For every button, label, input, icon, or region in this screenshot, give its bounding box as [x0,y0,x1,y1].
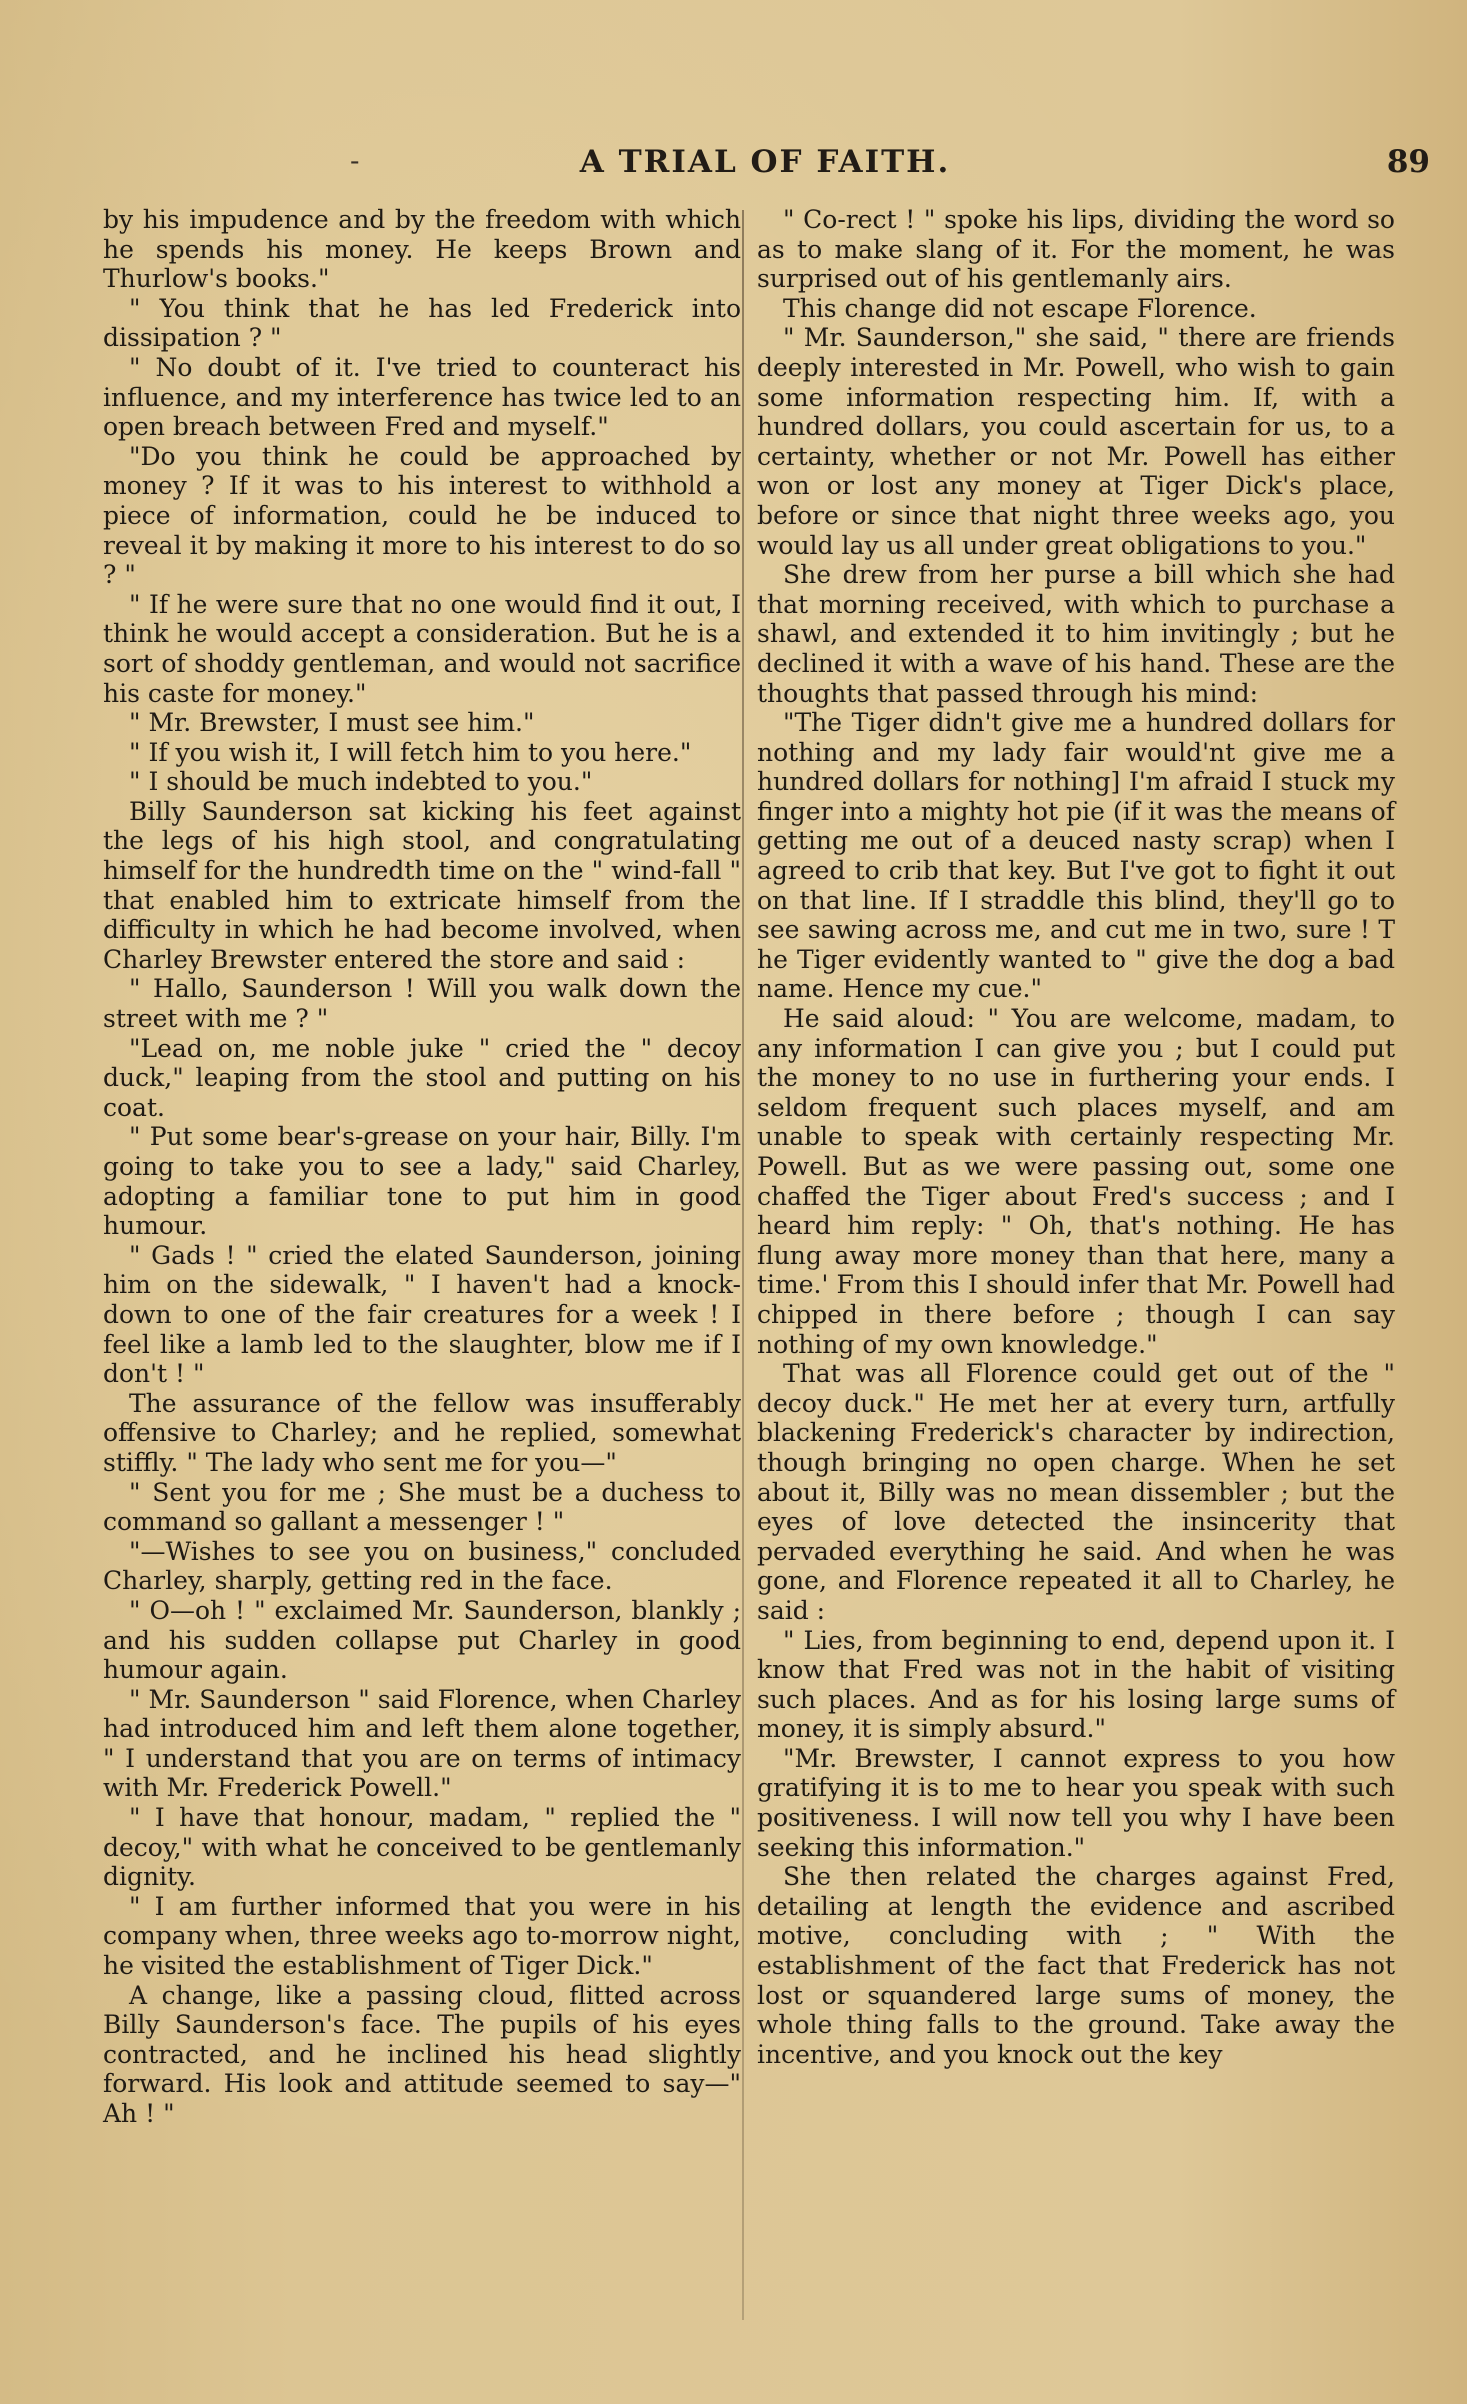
running-title: A TRIAL OF FAITH. [579,144,951,180]
paragraph: "Mr. Brewster, I cannot express to you how gratifying it is to me to hear you speak with such positiveness. I will now tell you why I have been seeking this information." [757,1743,1395,1862]
paragraph: She drew from her purse a bill which she had that morning received, with which to purchase a shawl, and extended it to him invitingly ; but he declined it with a wave of his hand. These are the thoughts that passed through his mind: [757,560,1395,708]
paragraph: He said aloud: " You are welcome, madam, to any information I can give you ; but I could put the money to no use in furthering your ends. I seldom frequent such places myself, and am unable to speak with certainly respecting Mr. Powell. But as we were passing out, some one chaffed the Tiger about Fred's success ; and I heard him reply: " Oh, that's nothing. He has flung away more money than that here, many a time.' From this I should infer that Mr. Powell had chipped in there before ; though I can say nothing of my own knowledge." [757,1004,1395,1359]
paragraph: The assurance of the fellow was insufferably offensive to Charley; and he replied, somewhat stiffly. " The lady who sent me for you—" [103,1388,741,1477]
paragraph: This change did not escape Florence. [783,293,1257,323]
paragraph: " Gads ! " cried the elated Saunderson, joining him on the sidewalk, " I haven't had a knock-down to one of the fair creatures for a week ! I feel like a lamb led to the slaughter, blow me if I don't ! " [103,1240,741,1389]
header-dash: - [350,144,360,177]
paragraph: That was all Florence could get out of the " decoy duck." He met her at every turn, artfully blackening Frederick's character by indirection, though bringing no open charge. When he set about it, Billy was no mean dissembler ; but the eyes of love detected the insincerity that pervaded everything he said. And when he was gone, and Florence repeated it all to Charley, he said : [757,1359,1395,1625]
paragraph: " I am further informed that you were in his company when, three weeks ago to-morrow night, he visited the establishment of Tiger Dick." [103,1891,741,1981]
paragraph: " O—oh ! " exclaimed Mr. Saunderson, blankly ; and his sudden collapse put Charley in good humour again. [103,1595,741,1685]
paragraph: "Lead on, me noble juke " cried the " decoy duck," leaping from the stool and putting on his coat. [103,1033,741,1122]
paragraph: " Lies, from beginning to end, depend upon it. I know that Fred was not in the habit of visiting such places. And as for his losing large sums of money, it is simply absurd." [757,1625,1395,1744]
paragraph: " Mr. Saunderson," she said, " there are friends deeply interested in Mr. Powell, who wish to gain some information respecting him. If, with a hundred dollars, you could ascertain for us, to a certainty, whether or not Mr. Powell has either won or lost any money at Tiger Dick's place, before or since that night three weeks ago, you would lay us all under great obligations to you." [757,323,1395,560]
paragraph: " Sent you for me ; She must be a duchess to command so gallant a messenger ! " [103,1477,741,1537]
paragraph: "Do you think he could be approached by money ? If it was to his interest to withhold a piece of information, could he be induced to reveal it by making it more to his interest to do so ? " [103,441,741,590]
paragraph: " Put some bear's-grease on your hair, Billy. I'm going to take you to see a lady," said Charley, adopting a familiar tone to put him in good humour. [103,1122,741,1241]
paragraph: " I have that honour, madam, " replied the " decoy," with what he conceived to be gentlemanly dignity. [103,1803,741,1892]
paragraph: She then related the charges against Fred, detailing at length the evidence and ascribed motive, concluding with ; " With the establishment of the fact that Frederick has not lost or squandered large sums of money, the whole thing falls to the ground. Take away the incentive, and you knock out the key [757,1862,1395,2069]
paragraph: " Mr. Brewster, I must see him." [129,708,535,738]
paragraph: A change, like a passing cloud, flitted across Billy Saunderson's face. The pupils of his eyes contracted, and he inclined his head slightly forward. His look and attitude seemed to say—" Ah ! " [103,1980,741,2128]
paragraph: " If you wish it, I will fetch him to you here." [129,737,692,767]
paragraph: " You think that he has led Frederick into dissipation ? " [103,293,741,353]
paragraph: by his impudence and by the freedom with which he spends his money. He keeps Brown and Thurlow's books." [103,205,741,294]
column-divider [742,210,744,2320]
page-number: 89 [1386,144,1430,180]
running-header [100,140,1430,196]
paragraph: Billy Saunderson sat kicking his feet against the legs of his high stool, and congratulating himself for the hundredth time on the " wind-fall " that enabled him to extricate himself from the difficulty in which he had become involved, when Charley Brewster entered the store and said : [103,796,741,974]
paragraph: " Co-rect ! " spoke his lips, dividing the word so as to make slang of it. For the moment, he was surprised out of his gentlemanly airs. [757,205,1395,294]
paragraph: " I should be much indebted to you." [129,767,593,797]
paragraph: "The Tiger didn't give me a hundred dollars for nothing and my lady fair would'nt give me a hundred dollars for nothing] I'm afraid I stuck my finger into a mighty hot pie (if it was the means of getting me out of a deuced nasty scrap) when I agreed to crib that key. But I've got to fight it out on that line. If I straddle this blind, they'll go to see sawing across me, and cut me in two, sure ! T he Tiger evidently wanted to " give the dog a bad name. Hence my cue." [757,708,1395,1004]
paragraph: "—Wishes to see you on business," concluded Charley, sharply, getting red in the face. [103,1536,741,1596]
paragraph: " Hallo, Saunderson ! Will you walk down the street with me ? " [103,974,741,1034]
paragraph: " If he were sure that no one would find it out, I think he would accept a consideration. But he is a sort of shoddy gentleman, and would not sacrifice his caste for money." [103,589,741,708]
left-column [103,205,741,2129]
right-column [757,205,1395,2069]
paragraph: " No doubt of it. I've tried to counteract his influence, and my interference has twice led to an open breach between Fred and myself." [103,352,741,442]
paragraph: " Mr. Saunderson " said Florence, when Charley had introduced him and left them alone together, " I understand that you are on terms of intimacy with Mr. Frederick Powell." [103,1684,741,1803]
